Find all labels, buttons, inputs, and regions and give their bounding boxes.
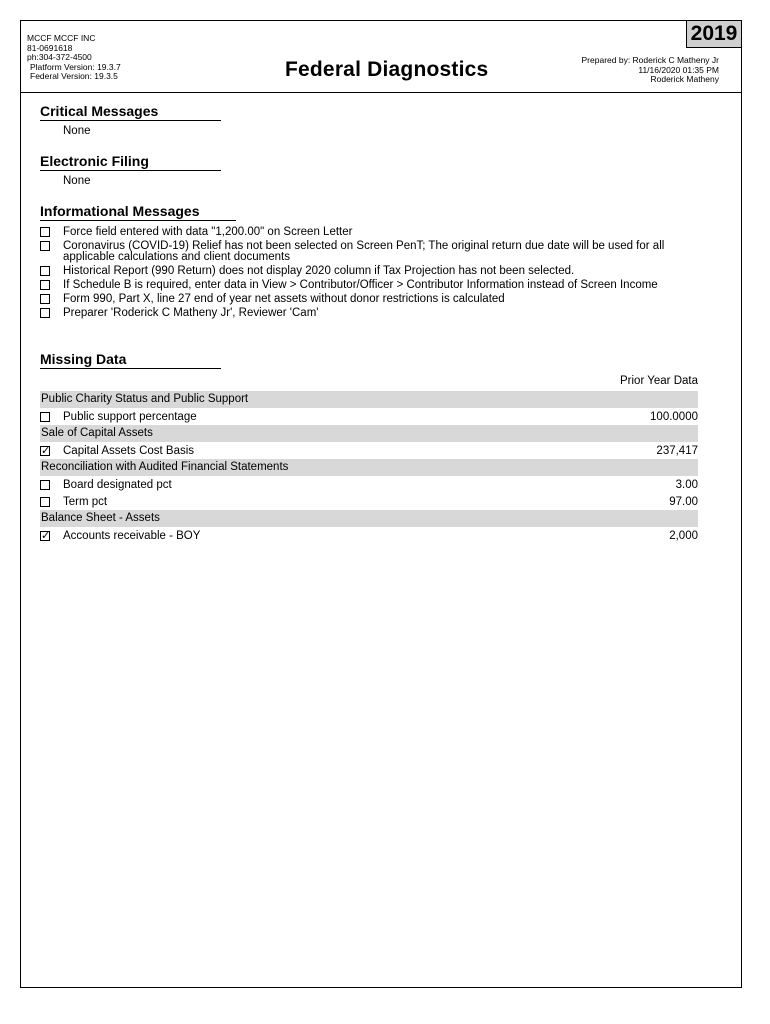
message-checkbox[interactable] — [40, 308, 50, 318]
page-header — [21, 21, 741, 93]
electronic-filing-text: None — [63, 175, 91, 187]
firm-ein: 81-0691618 — [27, 42, 73, 53]
critical-messages-section — [40, 103, 221, 137]
message-text: Force field entered with data "1,200.00" on Screen Letter — [63, 226, 353, 238]
prepared-datetime: 11/16/2020 01:35 PM — [638, 64, 719, 75]
table-row — [40, 527, 698, 544]
electronic-filing-heading: Electronic Filing — [40, 153, 221, 171]
row-checkbox[interactable] — [40, 446, 50, 456]
list-item — [40, 266, 700, 277]
row-value: 97.00 — [669, 495, 698, 508]
group-header: Sale of Capital Assets — [40, 425, 698, 442]
message-text: Form 990, Part X, line 27 end of year net assets without donor restrictions is calculated — [63, 293, 505, 305]
reviewer-name: Roderick Matheny — [650, 74, 719, 84]
message-text: Preparer 'Roderick C Matheny Jr', Reviewer 'Cam' — [63, 307, 319, 319]
critical-messages-heading: Critical Messages — [40, 103, 221, 121]
firm-phone: ph:304-372-4500 — [27, 52, 92, 62]
firm-info — [27, 34, 121, 82]
federal-version: Federal Version: 19.3.5 — [30, 71, 118, 81]
row-checkbox[interactable] — [40, 480, 50, 490]
list-item — [40, 308, 700, 319]
row-checkbox[interactable] — [40, 412, 50, 422]
row-checkbox[interactable] — [40, 531, 50, 541]
row-value: 3.00 — [675, 478, 698, 491]
row-value: 2,000 — [669, 529, 698, 542]
row-label: Board designated pct — [63, 478, 172, 491]
platform-version: Platform Version: 19.3.7 — [30, 61, 121, 72]
row-label: Term pct — [63, 495, 108, 508]
list-item — [40, 241, 700, 263]
group-header: Public Charity Status and Public Support — [40, 391, 698, 408]
electronic-filing-section — [40, 153, 221, 187]
message-checkbox[interactable] — [40, 294, 50, 304]
list-item — [40, 280, 700, 291]
row-label: Accounts receivable - BOY — [63, 529, 201, 542]
missing-data-heading: Missing Data — [40, 351, 221, 369]
row-value: 237,417 — [656, 444, 698, 457]
tax-year-badge: 2019 — [686, 20, 742, 48]
table-row — [40, 476, 698, 493]
informational-messages-list — [40, 227, 700, 319]
message-checkbox[interactable] — [40, 280, 50, 290]
prior-year-column-header: Prior Year Data — [620, 375, 698, 387]
message-checkbox[interactable] — [40, 227, 50, 237]
table-row — [40, 408, 698, 425]
missing-data-section — [40, 351, 698, 544]
row-label: Public support percentage — [63, 410, 197, 423]
message-text: If Schedule B is required, enter data in View > Contributor/Officer > Contributor Information instead of Screen Income — [63, 279, 658, 291]
firm-name: MCCF MCCF INC — [27, 33, 96, 43]
page-title: Federal Diagnostics — [285, 58, 489, 81]
table-row — [40, 442, 698, 459]
list-item — [40, 227, 700, 238]
message-checkbox[interactable] — [40, 241, 50, 251]
informational-messages-section — [40, 203, 700, 322]
row-label: Capital Assets Cost Basis — [63, 444, 195, 457]
informational-messages-heading: Informational Messages — [40, 203, 236, 221]
message-text: Historical Report (990 Return) does not display 2020 column if Tax Projection has not been selected. — [63, 265, 575, 277]
group-header: Reconciliation with Audited Financial Statements — [40, 459, 698, 476]
row-value: 100.0000 — [650, 410, 698, 423]
message-checkbox[interactable] — [40, 266, 50, 276]
list-item — [40, 294, 700, 305]
group-header: Balance Sheet - Assets — [40, 510, 698, 527]
message-text: Coronavirus (COVID-19) Relief has not been selected on Screen PenT; The original return due date will be used for all applicable calculations and client documents — [63, 240, 665, 263]
row-checkbox[interactable] — [40, 497, 50, 507]
table-row — [40, 493, 698, 510]
preparer-info — [582, 56, 719, 85]
document-frame — [20, 20, 742, 988]
prepared-by: Prepared by: Roderick C Matheny Jr — [581, 55, 719, 65]
critical-messages-text: None — [63, 125, 91, 137]
